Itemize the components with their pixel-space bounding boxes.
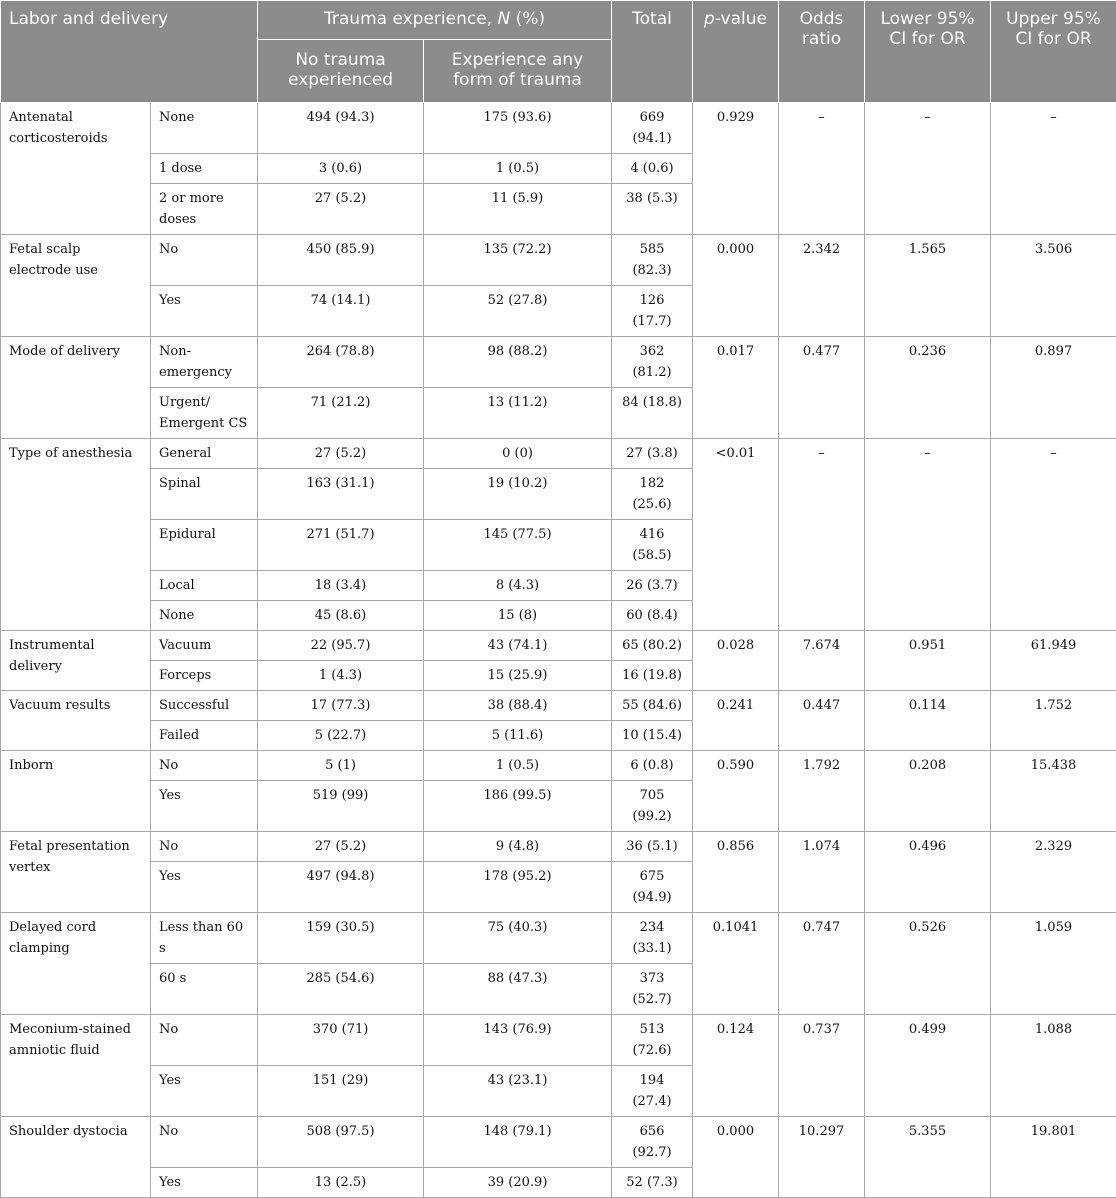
any-trauma-value: 1 (0.5): [424, 751, 612, 781]
no-trauma-value: 22 (95.7): [258, 631, 424, 661]
p-value: 0.1041: [693, 913, 779, 1015]
header-trauma-suffix: (%): [510, 9, 545, 29]
total-value: 84 (18.8): [612, 388, 693, 439]
no-trauma-value: 27 (5.2): [258, 184, 424, 235]
level-label: 1 dose: [151, 154, 258, 184]
no-trauma-value: 159 (30.5): [258, 913, 424, 964]
any-trauma-value: 1 (0.5): [424, 154, 612, 184]
lower-ci-value: 0.236: [865, 337, 991, 439]
no-trauma-value: 17 (77.3): [258, 691, 424, 721]
lower-ci-value: –: [865, 439, 991, 631]
no-trauma-value: 519 (99): [258, 781, 424, 832]
any-trauma-value: 75 (40.3): [424, 913, 612, 964]
level-label: Yes: [151, 781, 258, 832]
total-value: 585 (82.3): [612, 235, 693, 286]
lower-ci-value: 0.499: [865, 1015, 991, 1117]
any-trauma-value: 145 (77.5): [424, 520, 612, 571]
total-value: 55 (84.6): [612, 691, 693, 721]
any-trauma-value: 15 (25.9): [424, 661, 612, 691]
header-odds-ratio: Odds ratio: [779, 1, 865, 103]
p-value: 0.590: [693, 751, 779, 832]
no-trauma-value: 271 (51.7): [258, 520, 424, 571]
variable-label: Type of anesthesia: [1, 439, 151, 631]
upper-ci-value: 3.506: [991, 235, 1116, 337]
total-value: 194 (27.4): [612, 1066, 693, 1117]
header-p-prefix: p: [704, 9, 715, 29]
total-value: 656 (92.7): [612, 1117, 693, 1168]
p-value: 0.241: [693, 691, 779, 751]
total-value: 234 (33.1): [612, 913, 693, 964]
total-value: 26 (3.7): [612, 571, 693, 601]
upper-ci-value: 15.438: [991, 751, 1116, 832]
p-value: 0.929: [693, 103, 779, 235]
upper-ci-value: 2.329: [991, 832, 1116, 913]
variable-label: Instrumental delivery: [1, 631, 151, 691]
header-lower-ci: Lower 95% CI for OR: [865, 1, 991, 103]
total-value: 10 (15.4): [612, 721, 693, 751]
level-label: Failed: [151, 721, 258, 751]
level-label: Yes: [151, 1066, 258, 1117]
table-row: [1, 913, 1116, 964]
variable-label: Mode of delivery: [1, 337, 151, 439]
lower-ci-value: 1.565: [865, 235, 991, 337]
total-value: 16 (19.8): [612, 661, 693, 691]
header-total: Total: [612, 1, 693, 103]
lower-ci-value: 0.526: [865, 913, 991, 1015]
no-trauma-value: 27 (5.2): [258, 439, 424, 469]
any-trauma-value: 8 (4.3): [424, 571, 612, 601]
header-any-trauma: Experience any form of trauma: [424, 40, 612, 103]
lower-ci-value: –: [865, 103, 991, 235]
upper-ci-value: 1.088: [991, 1015, 1116, 1117]
total-value: 4 (0.6): [612, 154, 693, 184]
any-trauma-value: 13 (11.2): [424, 388, 612, 439]
no-trauma-value: 5 (22.7): [258, 721, 424, 751]
no-trauma-value: 74 (14.1): [258, 286, 424, 337]
no-trauma-value: 264 (78.8): [258, 337, 424, 388]
any-trauma-value: 175 (93.6): [424, 103, 612, 154]
p-value: 0.000: [693, 235, 779, 337]
p-value: <0.01: [693, 439, 779, 631]
level-label: Non-emergency: [151, 337, 258, 388]
table-row: [1, 103, 1116, 154]
header-labor-delivery: Labor and delivery: [1, 1, 258, 103]
no-trauma-value: 508 (97.5): [258, 1117, 424, 1168]
no-trauma-value: 27 (5.2): [258, 832, 424, 862]
no-trauma-value: 151 (29): [258, 1066, 424, 1117]
no-trauma-value: 45 (8.6): [258, 601, 424, 631]
no-trauma-value: 285 (54.6): [258, 964, 424, 1015]
header-p-value: [693, 1, 779, 103]
upper-ci-value: 1.752: [991, 691, 1116, 751]
odds-ratio-value: 1.074: [779, 832, 865, 913]
header-p-suffix: -value: [715, 9, 767, 29]
any-trauma-value: 19 (10.2): [424, 469, 612, 520]
lower-ci-value: 0.114: [865, 691, 991, 751]
level-label: Forceps: [151, 661, 258, 691]
any-trauma-value: 15 (8): [424, 601, 612, 631]
total-value: 182 (25.6): [612, 469, 693, 520]
header-upper-ci: Upper 95% CI for OR: [991, 1, 1116, 103]
any-trauma-value: 148 (79.1): [424, 1117, 612, 1168]
any-trauma-value: 11 (5.9): [424, 184, 612, 235]
any-trauma-value: 88 (47.3): [424, 964, 612, 1015]
no-trauma-value: 497 (94.8): [258, 862, 424, 913]
table-row: [1, 235, 1116, 286]
no-trauma-value: 163 (31.1): [258, 469, 424, 520]
level-label: 60 s: [151, 964, 258, 1015]
p-value: 0.028: [693, 631, 779, 691]
any-trauma-value: 43 (74.1): [424, 631, 612, 661]
variable-label: Fetal scalp electrode use: [1, 235, 151, 337]
no-trauma-value: 5 (1): [258, 751, 424, 781]
table-row: [1, 691, 1116, 721]
header-trauma-prefix: Trauma experience,: [324, 9, 497, 29]
variable-label: Vacuum results: [1, 691, 151, 751]
table-row: [1, 631, 1116, 661]
level-label: None: [151, 103, 258, 154]
level-label: No: [151, 751, 258, 781]
total-value: 373 (52.7): [612, 964, 693, 1015]
upper-ci-value: –: [991, 439, 1116, 631]
total-value: 675 (94.9): [612, 862, 693, 913]
any-trauma-value: 98 (88.2): [424, 337, 612, 388]
level-label: Successful: [151, 691, 258, 721]
any-trauma-value: 135 (72.2): [424, 235, 612, 286]
total-value: 6 (0.8): [612, 751, 693, 781]
upper-ci-value: 0.897: [991, 337, 1116, 439]
total-value: 27 (3.8): [612, 439, 693, 469]
no-trauma-value: 3 (0.6): [258, 154, 424, 184]
total-value: 362 (81.2): [612, 337, 693, 388]
level-label: Yes: [151, 862, 258, 913]
lower-ci-value: 0.951: [865, 631, 991, 691]
header-trauma-n: N: [497, 9, 510, 29]
any-trauma-value: 52 (27.8): [424, 286, 612, 337]
total-value: 416 (58.5): [612, 520, 693, 571]
table-header: [1, 1, 1116, 103]
no-trauma-value: 450 (85.9): [258, 235, 424, 286]
any-trauma-value: 43 (23.1): [424, 1066, 612, 1117]
level-label: No: [151, 832, 258, 862]
variable-label: Meconium-stained amniotic fluid: [1, 1015, 151, 1117]
table-row: [1, 439, 1116, 469]
total-value: 126 (17.7): [612, 286, 693, 337]
odds-ratio-value: 0.737: [779, 1015, 865, 1117]
any-trauma-value: 0 (0): [424, 439, 612, 469]
no-trauma-value: 494 (94.3): [258, 103, 424, 154]
odds-ratio-value: –: [779, 103, 865, 235]
table-row: [1, 1117, 1116, 1168]
variable-label: Inborn: [1, 751, 151, 832]
variable-label: Fetal presentation vertex: [1, 832, 151, 913]
p-value: 0.856: [693, 832, 779, 913]
level-label: No: [151, 235, 258, 286]
table-row: [1, 832, 1116, 862]
total-value: 52 (7.3): [612, 1168, 693, 1198]
table-body: [1, 103, 1116, 1198]
upper-ci-value: 19.801: [991, 1117, 1116, 1198]
level-label: None: [151, 601, 258, 631]
level-label: Yes: [151, 1168, 258, 1198]
odds-ratio-value: 0.447: [779, 691, 865, 751]
any-trauma-value: 186 (99.5): [424, 781, 612, 832]
no-trauma-value: 370 (71): [258, 1015, 424, 1066]
level-label: Yes: [151, 286, 258, 337]
level-label: Local: [151, 571, 258, 601]
lower-ci-value: 0.496: [865, 832, 991, 913]
table-row: [1, 337, 1116, 388]
p-value: 0.000: [693, 1117, 779, 1198]
upper-ci-value: 1.059: [991, 913, 1116, 1015]
any-trauma-value: 39 (20.9): [424, 1168, 612, 1198]
no-trauma-value: 13 (2.5): [258, 1168, 424, 1198]
total-value: 60 (8.4): [612, 601, 693, 631]
total-value: 65 (80.2): [612, 631, 693, 661]
any-trauma-value: 38 (88.4): [424, 691, 612, 721]
total-value: 38 (5.3): [612, 184, 693, 235]
any-trauma-value: 178 (95.2): [424, 862, 612, 913]
variable-label: Shoulder dystocia: [1, 1117, 151, 1198]
any-trauma-value: 9 (4.8): [424, 832, 612, 862]
header-no-trauma: No trauma experienced: [258, 40, 424, 103]
total-value: 36 (5.1): [612, 832, 693, 862]
variable-label: Antenatal corticosteroids: [1, 103, 151, 235]
any-trauma-value: 143 (76.9): [424, 1015, 612, 1066]
odds-ratio-value: 0.477: [779, 337, 865, 439]
table-row: [1, 751, 1116, 781]
upper-ci-value: –: [991, 103, 1116, 235]
any-trauma-value: 5 (11.6): [424, 721, 612, 751]
odds-ratio-value: –: [779, 439, 865, 631]
odds-ratio-value: 10.297: [779, 1117, 865, 1198]
header-trauma-experience: [258, 1, 612, 40]
total-value: 669 (94.1): [612, 103, 693, 154]
upper-ci-value: 61.949: [991, 631, 1116, 691]
odds-ratio-value: 2.342: [779, 235, 865, 337]
level-label: Less than 60 s: [151, 913, 258, 964]
level-label: Epidural: [151, 520, 258, 571]
level-label: Vacuum: [151, 631, 258, 661]
lower-ci-value: 0.208: [865, 751, 991, 832]
table-row: [1, 1015, 1116, 1066]
p-value: 0.017: [693, 337, 779, 439]
odds-ratio-value: 1.792: [779, 751, 865, 832]
level-label: Urgent/ Emergent CS: [151, 388, 258, 439]
no-trauma-value: 18 (3.4): [258, 571, 424, 601]
level-label: General: [151, 439, 258, 469]
odds-ratio-value: 7.674: [779, 631, 865, 691]
total-value: 705 (99.2): [612, 781, 693, 832]
total-value: 513 (72.6): [612, 1015, 693, 1066]
no-trauma-value: 1 (4.3): [258, 661, 424, 691]
lower-ci-value: 5.355: [865, 1117, 991, 1198]
variable-label: Delayed cord clamping: [1, 913, 151, 1015]
level-label: Spinal: [151, 469, 258, 520]
odds-ratio-value: 0.747: [779, 913, 865, 1015]
no-trauma-value: 71 (21.2): [258, 388, 424, 439]
level-label: 2 or more doses: [151, 184, 258, 235]
level-label: No: [151, 1015, 258, 1066]
p-value: 0.124: [693, 1015, 779, 1117]
level-label: No: [151, 1117, 258, 1168]
